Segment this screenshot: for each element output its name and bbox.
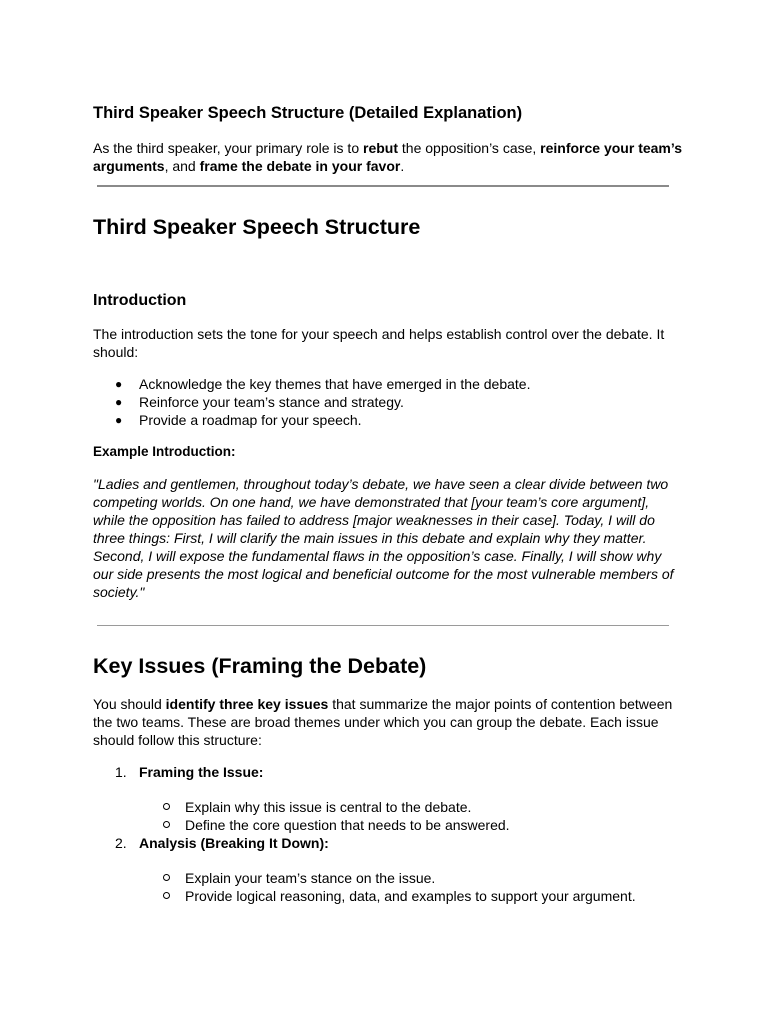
bullet-icon: ●: [115, 377, 123, 391]
section-title: Third Speaker Speech Structure: [93, 215, 421, 239]
sub-item-text: Define the core question that needs to be answered.: [185, 817, 510, 833]
intro-text-4: .: [400, 158, 405, 174]
key-issues-text-1: You should: [93, 696, 166, 712]
intro-bold-reinforce: reinforce your team’s arguments: [93, 140, 683, 174]
circle-bullet-icon: [163, 821, 170, 828]
sub-list-item: [93, 798, 693, 816]
list-item: [93, 411, 693, 429]
introduction-bullet-list: [93, 375, 693, 429]
key-issue-item-1: [93, 763, 693, 781]
divider-2: [97, 625, 669, 626]
sub-item-text: Explain why this issue is central to the debate.: [185, 799, 472, 815]
item-label: Framing the Issue:: [139, 764, 264, 780]
key-issues-text-2: that summarize the major points of contention between the two teams. These are broad themes under which you can group the debate. Each issue should follow this structure:: [93, 696, 673, 748]
list-item-text: Acknowledge the key themes that have emerged in the debate.: [139, 376, 531, 392]
example-introduction-label: [93, 443, 683, 461]
example-label-text: Example Introduction:: [93, 444, 236, 459]
key-issue-1-sublist: [93, 798, 693, 834]
divider-1: [97, 185, 669, 187]
bullet-icon: ●: [115, 395, 123, 409]
item-label: Analysis (Breaking It Down):: [139, 835, 329, 851]
circle-bullet-icon: [163, 874, 170, 881]
sub-list-item: [93, 816, 693, 834]
intro-text-2: the opposition’s case,: [398, 140, 541, 156]
list-item: [93, 393, 693, 411]
bullet-icon: ●: [115, 413, 123, 427]
example-introduction-text: "Ladies and gentlemen, throughout today’s debate, we have seen a clear divide between two competing worlds. On one hand, we have demonstrated that [your team’s core argument], while the opposition has failed to address [major weaknesses in their case]. Today, I will do three things: First, I will clarify the main issues in this debate and explain why they matter. Second, I will expose the fundamental flaws in the opposition’s case. Finally, I will show why our side presents the most logical and beneficial outcome for the most vulnerable members of society.": [93, 476, 674, 600]
list-item-text: Reinforce your team’s stance and strategy.: [139, 394, 404, 410]
numbered-item: [93, 834, 693, 852]
item-number: 1.: [115, 764, 127, 780]
sub-list-item: [93, 869, 693, 887]
key-issue-2-sublist: [93, 869, 693, 905]
key-issues-heading: Key Issues (Framing the Debate): [93, 654, 427, 678]
sub-item-text: Explain your team’s stance on the issue.: [185, 870, 436, 886]
intro-text-1: As the third speaker, your primary role is to: [93, 140, 363, 156]
document-title: Third Speaker Speech Structure (Detailed Explanation): [93, 104, 523, 122]
intro-bold-frame: frame the debate in your favor: [199, 158, 401, 174]
key-issue-item-2: [93, 834, 693, 852]
sub-item-text: Provide logical reasoning, data, and examples to support your argument.: [185, 888, 636, 904]
circle-bullet-icon: [163, 803, 170, 810]
intro-text-3: , and: [164, 158, 200, 174]
key-issues-paragraph: [93, 695, 683, 749]
introduction-paragraph: The introduction sets the tone for your speech and helps establish control over the debate. It should:: [93, 326, 665, 360]
sub-list-item: [93, 887, 693, 905]
key-issues-bold: identify three key issues: [165, 696, 329, 712]
intro-bold-rebut: rebut: [363, 140, 398, 156]
list-item-text: Provide a roadmap for your speech.: [139, 412, 362, 428]
item-number: 2.: [115, 835, 127, 851]
list-item: [93, 375, 693, 393]
intro-paragraph: [93, 139, 683, 175]
numbered-item: [93, 763, 693, 781]
introduction-heading: Introduction: [93, 292, 187, 309]
circle-bullet-icon: [163, 892, 170, 899]
